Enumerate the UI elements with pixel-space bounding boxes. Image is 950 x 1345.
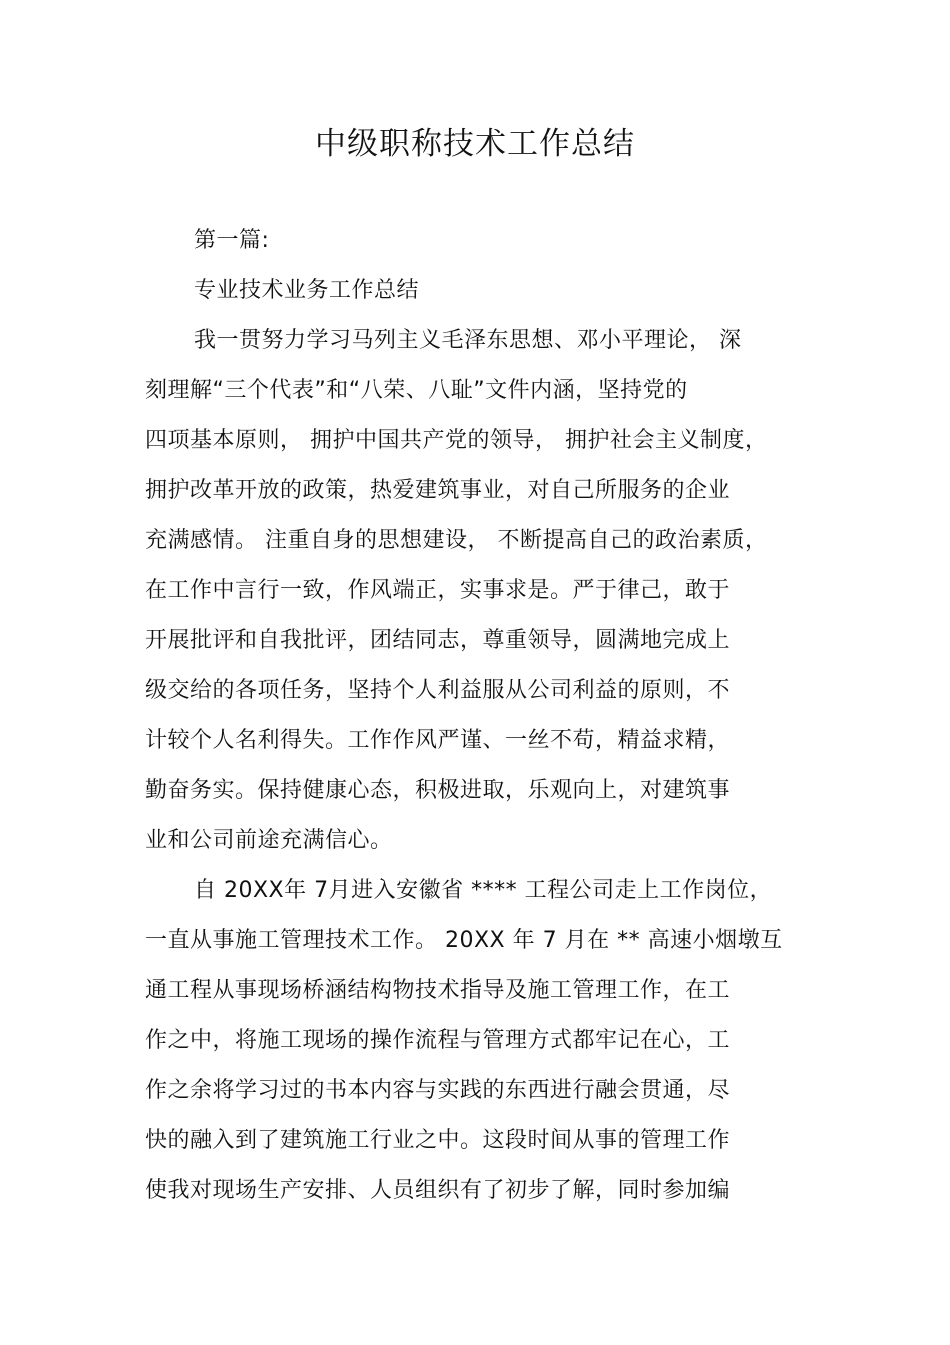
paragraph-line: 开展批评和自我批评，团结同志，尊重领导，圆满地完成上	[145, 628, 731, 653]
document-title: 中级职称技术工作总结	[315, 126, 635, 162]
paragraph-line: 快的融入到了建筑施工行业之中。这段时间从事的管理工作	[145, 1128, 731, 1153]
paragraph-line: 勤奋务实。保持健康心态，积极进取，乐观向上，对建筑事	[145, 778, 731, 803]
section-label: 第一篇:	[194, 228, 270, 253]
paragraph-line: 通工程从事现场桥涵结构物技术指导及施工管理工作，在工	[145, 978, 731, 1003]
paragraph-line: 业和公司前途充满信心。	[145, 828, 393, 853]
paragraph-line: 在工作中言行一致，作风端正，实事求是。严于律己，敢于	[145, 578, 731, 603]
paragraph-line: 充满感情。 注重自身的思想建设， 不断提高自己的政治素质，	[145, 528, 768, 553]
section-heading: 专业技术业务工作总结	[194, 278, 420, 303]
paragraph-line: 我一贯努力学习马列主义毛泽东思想、邓小平理论， 深	[194, 328, 742, 353]
paragraph-line: 一直从事施工管理技术工作。 20XX 年 7 月在 ** 高速小烟墩互	[145, 928, 783, 953]
paragraph-line: 拥护改革开放的政策，热爱建筑事业，对自己所服务的企业	[145, 478, 731, 503]
paragraph-line: 级交给的各项任务，坚持个人利益服从公司利益的原则，不	[145, 678, 731, 703]
paragraph-line: 自 20XX年 7月进入安徽省 **** 工程公司走上工作岗位，	[194, 878, 773, 903]
paragraph-line: 作之余将学习过的书本内容与实践的东西进行融会贯通，尽	[145, 1078, 731, 1103]
paragraph-line: 作之中，将施工现场的操作流程与管理方式都牢记在心，工	[145, 1028, 731, 1053]
paragraph-line: 使我对现场生产安排、人员组织有了初步了解，同时参加编	[145, 1178, 731, 1203]
paragraph-line: 计较个人名利得失。工作作风严谨、一丝不苟，精益求精，	[145, 728, 731, 753]
paragraph-line: 四项基本原则， 拥护中国共产党的领导， 拥护社会主义制度，	[145, 428, 768, 453]
paragraph-line: 刻理解“三个代表”和“八荣、八耻”文件内涵，坚持党的	[145, 378, 688, 403]
